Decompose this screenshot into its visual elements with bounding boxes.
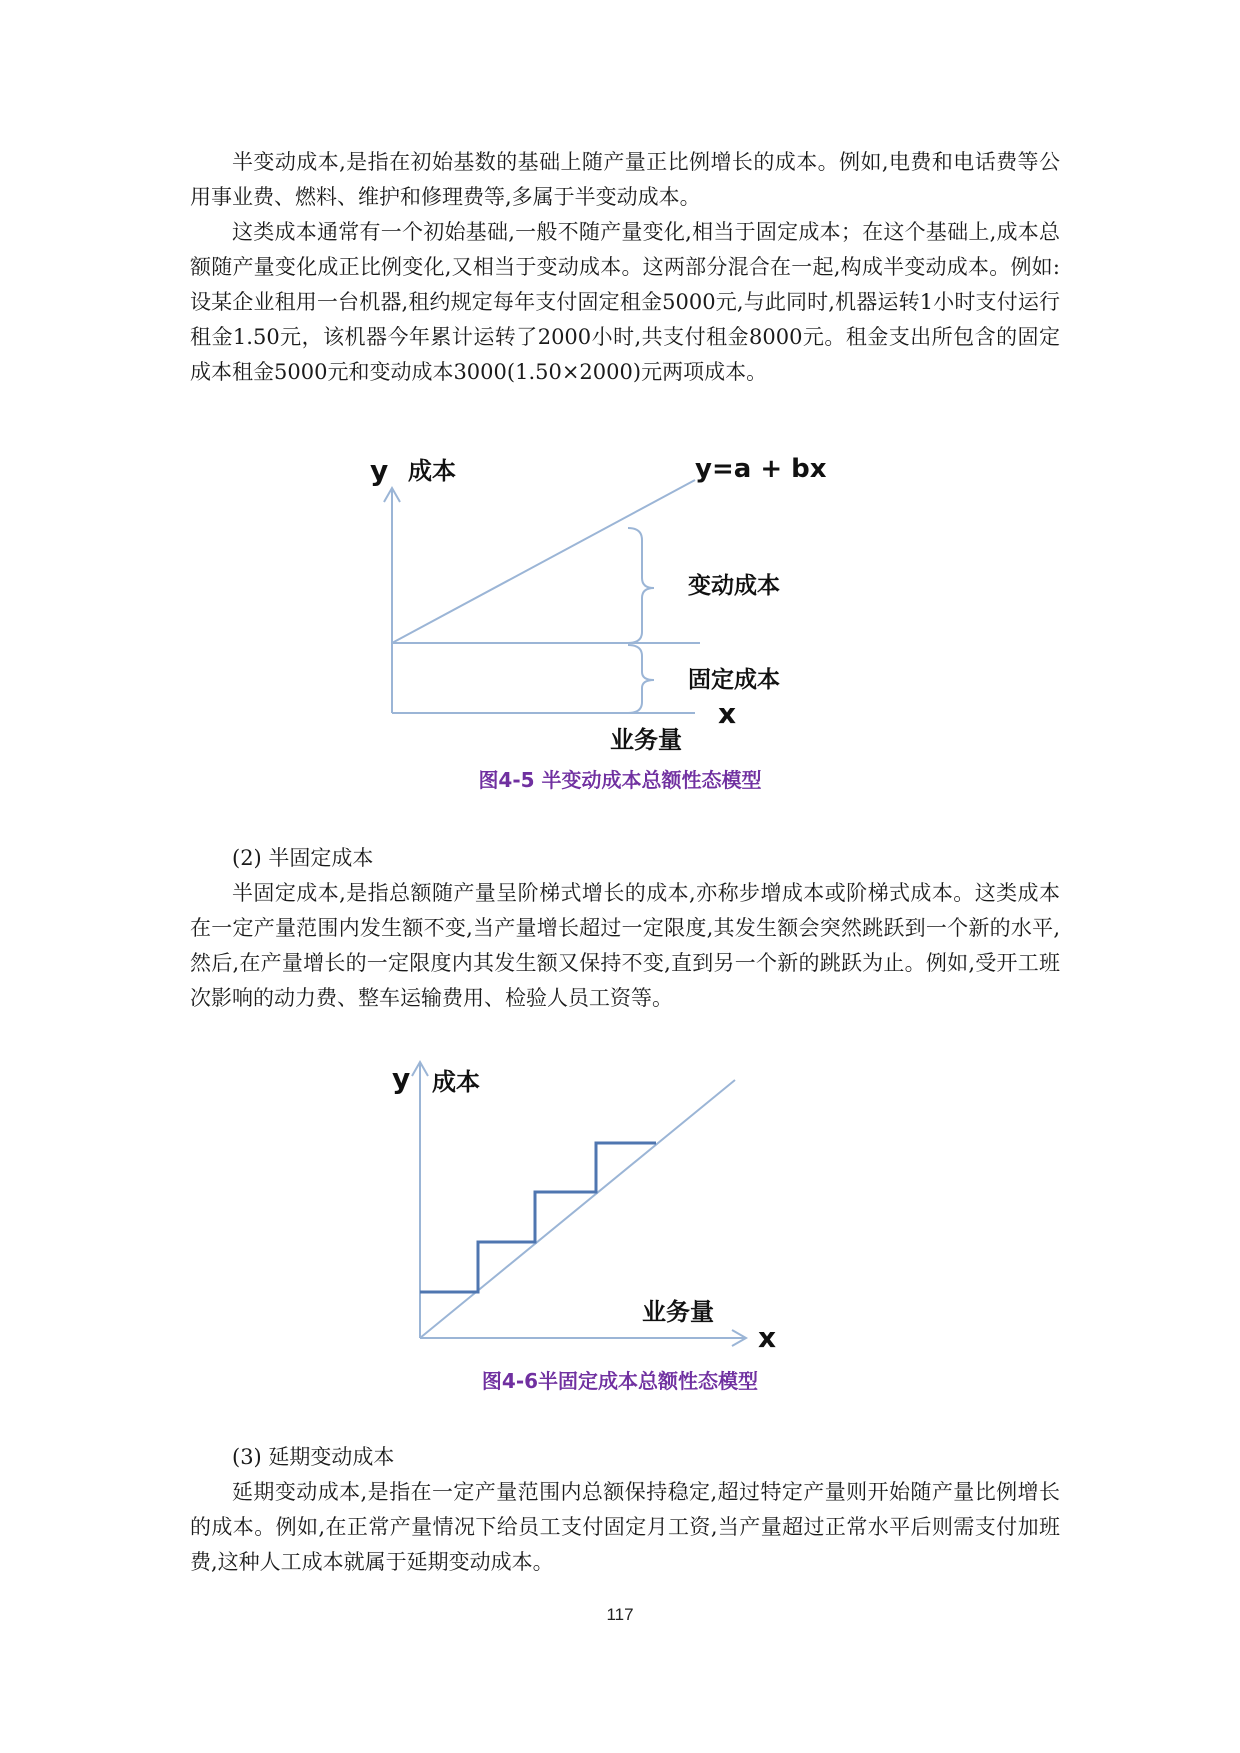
figure-semifixed-cost bbox=[392, 1062, 776, 1393]
fig1-variable-brace bbox=[628, 528, 654, 643]
fig2-step-line bbox=[420, 1143, 656, 1292]
section3-paragraph: 延期变动成本,是指在一定产量范围内总额保持稳定,超过特定产量则开始随产量比例增长的成本。例如,在正常产量情况下给员工支付固定月工资,当产量超过正常水平后则需支付加班费,这种人工成本就属于延期变动成本。 bbox=[190, 1480, 1060, 1574]
fig1-variable-cost-label: 变动成本 bbox=[688, 573, 780, 599]
page-number: 117 bbox=[606, 1605, 634, 1624]
fig2-y-label: 成本 bbox=[432, 1068, 480, 1096]
section2-heading: (2) 半固定成本 bbox=[232, 846, 374, 870]
section2-paragraph: 半固定成本,是指总额随产量呈阶梯式增长的成本,亦称步增成本或阶梯式成本。这类成本在一定产量范围内发生额不变,当产量增长超过一定限度,其发生额会突然跳跃到一个新的水平,然后,在产量增长的一定限度内其发生额又保持不变,直到另一个新的跳跃为止。例如,受开工班次影响的动力费、整车运输费用、检验人员工资等。 bbox=[190, 881, 1060, 1010]
fig1-x-axis-letter: x bbox=[718, 697, 737, 730]
fig1-y-label: 成本 bbox=[408, 457, 456, 485]
fig1-fixed-cost-label: 固定成本 bbox=[688, 667, 780, 693]
section-semifixed bbox=[190, 841, 1060, 1016]
fig2-x-axis-letter: x bbox=[758, 1321, 777, 1354]
section-delayed-variable bbox=[190, 1440, 1060, 1580]
fig1-fixed-brace bbox=[628, 645, 654, 713]
fig1-equation: y=a + bx bbox=[695, 454, 827, 484]
fig1-total-cost-line bbox=[392, 480, 695, 643]
paragraph-semivariable-definition: 半变动成本,是指在初始基数的基础上随产量正比例增长的成本。例如,电费和电话费等公用事业费、燃料、维护和修理费等,多属于半变动成本。 bbox=[190, 150, 1060, 209]
paragraph-semivariable-example: 这类成本通常有一个初始基础,一般不随产量变化,相当于固定成本；在这个基础上,成本总额随产量变化成正比例变化,又相当于变动成本。这两部分混合在一起,构成半变动成本。例如:设某企业租用一台机器,租约规定每年支付固定租金5000元,与此同时,机器运转1小时支付运行租金1.50元，该机器今年累计运转了2000小时,共支付租金8000元。租金支出所包含的固定成本租金5000元和变动成本3000(1.50×2000)元两项成本。 bbox=[190, 220, 1060, 384]
section3-heading: (3) 延期变动成本 bbox=[232, 1445, 395, 1469]
fig2-y-axis-letter: y bbox=[392, 1062, 411, 1095]
fig2-caption: 图4-6半固定成本总额性态模型 bbox=[481, 1369, 759, 1393]
fig1-x-label: 业务量 bbox=[610, 726, 682, 754]
fig2-x-label: 业务量 bbox=[642, 1298, 714, 1326]
fig1-caption: 图4-5 半变动成本总额性态模型 bbox=[478, 768, 762, 792]
figure-semivariable-cost bbox=[370, 454, 827, 792]
fig1-y-axis-letter: y bbox=[370, 454, 389, 487]
